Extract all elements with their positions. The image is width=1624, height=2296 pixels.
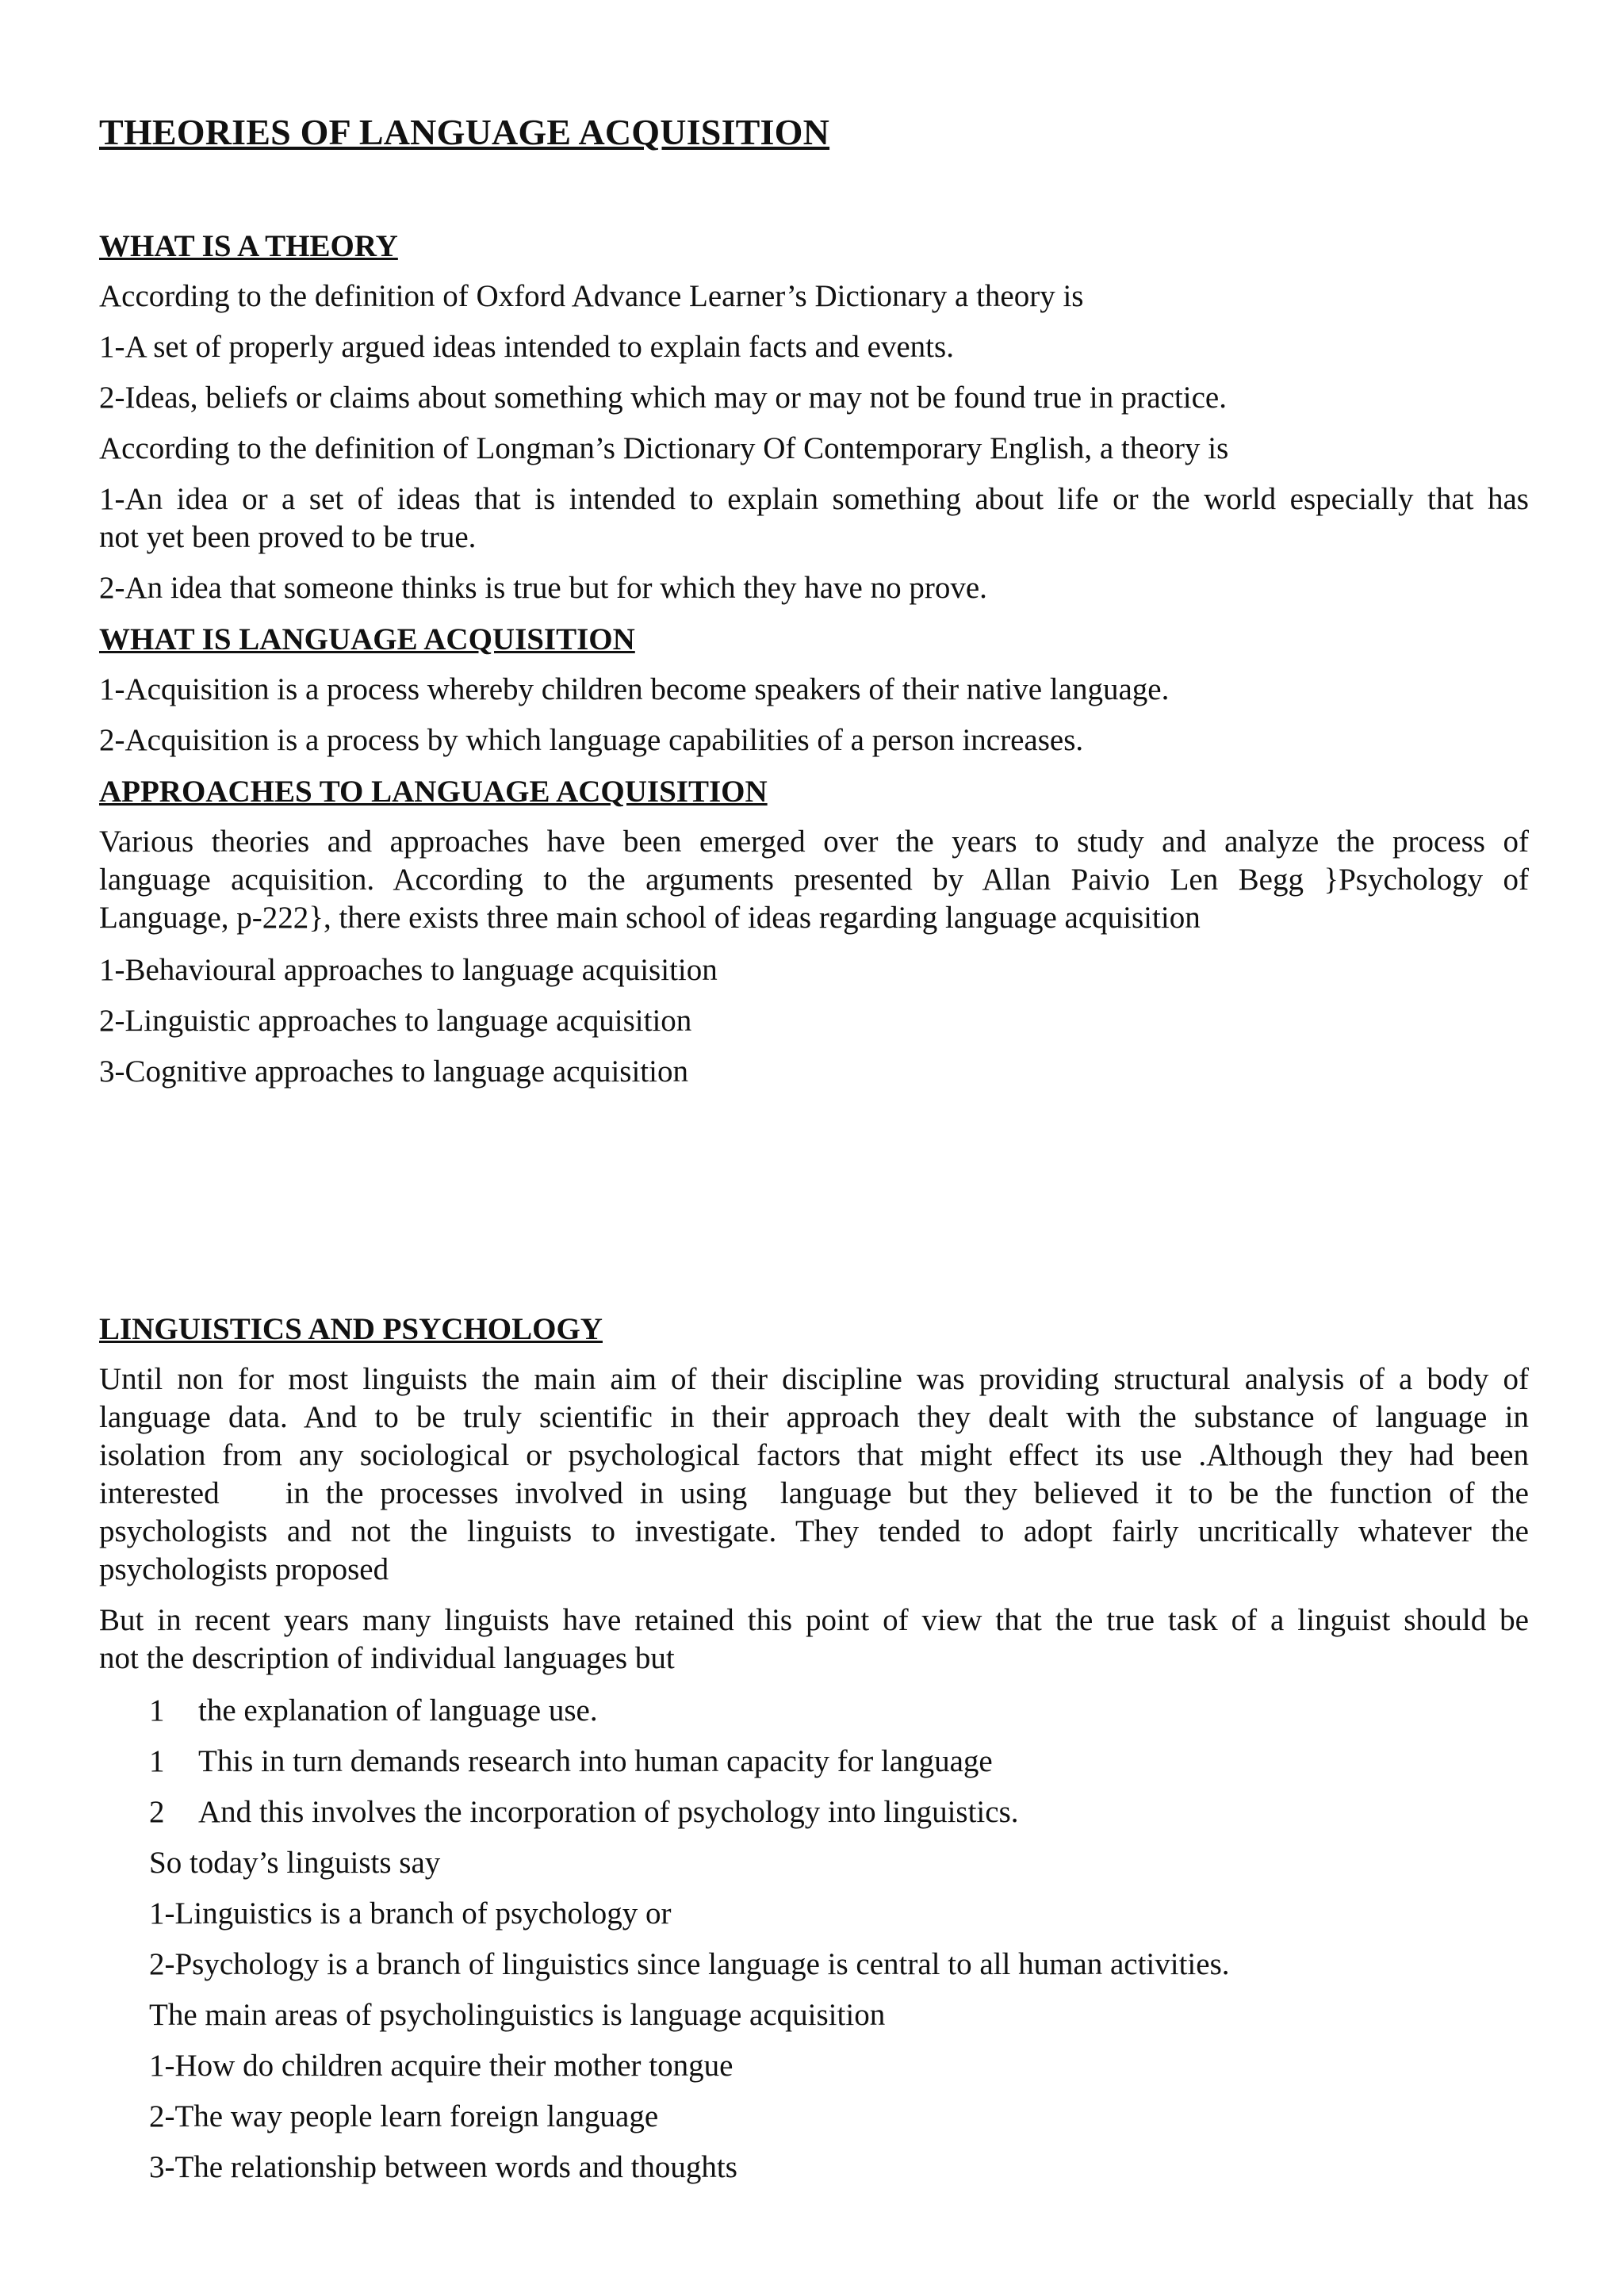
- list-item: 3-Cognitive approaches to language acquisition: [99, 1054, 688, 1089]
- text-line: But in recent years many linguists have retained this point of view that the true task of a linguist should be: [99, 1603, 1529, 1637]
- text-line: Until non for most linguists the main aim of their discipline was providing structural analysis of a body of: [99, 1362, 1529, 1396]
- text-line: psychologists and not the linguists to investigate. They tended to adopt fairly uncritically whatever the: [99, 1514, 1529, 1548]
- list-item: And this involves the incorporation of psychology into linguistics.: [198, 1795, 1019, 1829]
- list-item: 2-The way people learn foreign language: [149, 2099, 659, 2133]
- list-item: This in turn demands research into human capacity for language: [198, 1744, 993, 1778]
- text-line: not the description of individual languages but: [99, 1641, 675, 1675]
- list-item: 2-Psychology is a branch of linguistics since language is central to all human activities.: [149, 1947, 1230, 1981]
- text-line: isolation from any sociological or psychological factors that might effect its use .Although they had been: [99, 1438, 1529, 1472]
- heading-approaches: APPROACHES TO LANGUAGE ACQUISITION: [99, 775, 768, 809]
- paragraph: According to the definition of Longman’s Dictionary Of Contemporary English, a theory is: [99, 431, 1229, 465]
- paragraph: [99, 1360, 1529, 1589]
- list-item: 2-Ideas, beliefs or claims about something which may or may not be found true in practice.: [99, 381, 1227, 415]
- paragraph: [99, 823, 1529, 937]
- heading-linguistics-and-psychology: LINGUISTICS AND PSYCHOLOGY: [99, 1312, 603, 1346]
- text-line: Various theories and approaches have been emerged over the years to study and analyze the process of: [99, 825, 1529, 859]
- text-line: 1-An idea or a set of ideas that is intended to explain something about life or the world especially that has: [99, 482, 1529, 516]
- list-number: 1: [149, 1693, 165, 1728]
- text-line: not yet been proved to be true.: [99, 520, 477, 554]
- paragraph: According to the definition of Oxford Advance Learner’s Dictionary a theory is: [99, 279, 1084, 313]
- heading-what-is-language-acquisition: WHAT IS LANGUAGE ACQUISITION: [99, 622, 635, 656]
- list-item: 1-How do children acquire their mother tongue: [149, 2049, 733, 2083]
- list-item: 1-Linguistics is a branch of psychology or: [149, 1896, 672, 1931]
- list-item: 1-A set of properly argued ideas intended to explain facts and events.: [99, 330, 954, 364]
- list-item: 2-Linguistic approaches to language acquisition: [99, 1004, 692, 1038]
- list-item: the explanation of language use.: [198, 1693, 598, 1728]
- text-line: psychologists proposed: [99, 1552, 389, 1586]
- list-item: 1-Acquisition is a process whereby children become speakers of their native language.: [99, 672, 1170, 706]
- list-item: 1-Behavioural approaches to language acquisition: [99, 953, 718, 987]
- text-line: interested in the processes involved in using language but they believed it to be the function of the: [99, 1476, 1529, 1510]
- paragraph: So today’s linguists say: [149, 1846, 441, 1880]
- list-item: 2-Acquisition is a process by which language capabilities of a person increases.: [99, 723, 1084, 757]
- paragraph: [99, 1601, 1529, 1678]
- text-line: Language, p-222}, there exists three main school of ideas regarding language acquisition: [99, 901, 1201, 935]
- text-line: language data. And to be truly scientific in their approach they dealt with the substance of language in: [99, 1400, 1529, 1434]
- list-item: 2-An idea that someone thinks is true but for which they have no prove.: [99, 571, 987, 605]
- page-title: THEORIES OF LANGUAGE ACQUISITION: [99, 112, 830, 152]
- list-number: 1: [149, 1744, 165, 1778]
- heading-what-is-a-theory: WHAT IS A THEORY: [99, 229, 398, 263]
- list-number: 2: [149, 1795, 165, 1829]
- paragraph: The main areas of psycholinguistics is language acquisition: [149, 1998, 886, 2032]
- list-item: 3-The relationship between words and thoughts: [149, 2150, 737, 2184]
- text-line: language acquisition. According to the arguments presented by Allan Paivio Len Begg }Psychology of: [99, 863, 1529, 897]
- list-item: [99, 480, 1529, 557]
